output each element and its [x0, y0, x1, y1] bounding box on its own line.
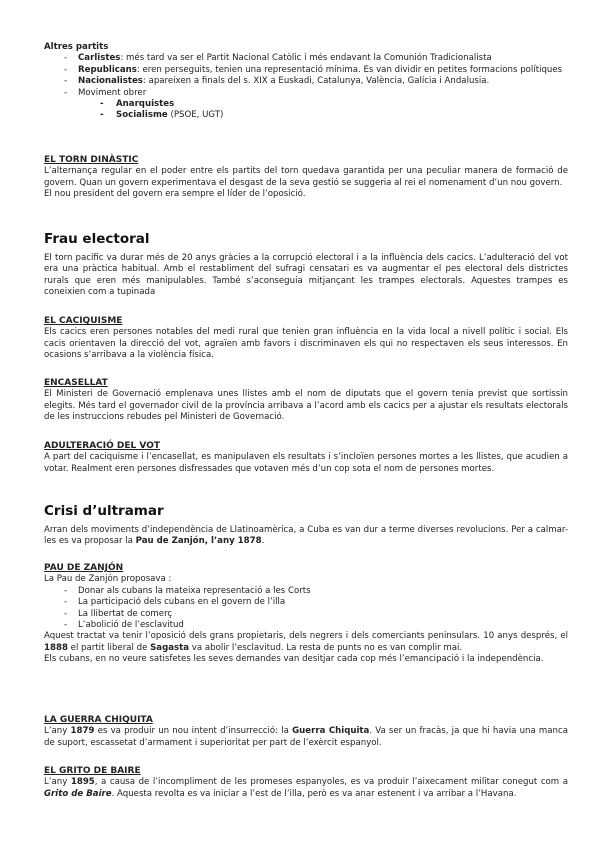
item-text: : més tard va ser el Partit Nacional Catòlic i més endavant la Comunión Tradicionalista	[120, 53, 492, 64]
zanjon-section	[44, 563, 568, 666]
list-item: - Donar als cubans la mateixa representació a les Corts	[44, 586, 568, 597]
altres-partits-title: Altres partits	[44, 42, 109, 52]
item-term: Nacionalistes	[78, 76, 143, 87]
torn-section	[44, 155, 568, 201]
adulteracio-section	[44, 441, 568, 475]
text-run-bold: 1879	[70, 726, 95, 737]
zanjon-list	[44, 586, 568, 632]
sub-list-item	[44, 110, 568, 121]
text-run: L’any	[44, 726, 71, 737]
list-item	[44, 76, 568, 87]
torn-paragraph: L’alternança regular en el poder entre els partits del torn quedava garantida per una peculiar manera de formació de govern. Quan un govern experimentava el desgast de la seva gestió se suggeria al rei el nomenament d’un nou govern.	[44, 166, 568, 188]
item-term: Republicans	[78, 64, 137, 75]
list-item	[44, 65, 568, 76]
zanjon-paragraph	[44, 631, 568, 654]
caciquisme-section	[44, 316, 568, 362]
grito-paragraph	[44, 777, 568, 800]
item-term: Anarquistes	[116, 99, 175, 110]
encasellat-paragraph: El Ministeri de Governació emplenava unes llistes amb el nom de diputats que el govern tenia previst que sortissin elegits. Més tard el governador civil de la província arribava a l’acord amb els cacics per a ajustar els resultats electorals de les instruccions rebudes pel Ministeri de Governació.	[44, 389, 568, 423]
item-term: Carlistes	[78, 53, 121, 64]
altres-partits-section	[44, 42, 568, 122]
grito-heading: EL GRITO DE BAIRE	[44, 766, 141, 776]
caciquisme-paragraph: Els cacics eren persones notables del medi rural que tenien gran influència en la vida local a nivell polític i social. Els cacis orientaven la direcció del vot, agraïen amb favors i discriminaven els qui no respectaven els seus interessos. En ocasions s’arribava a la violència física.	[44, 327, 568, 361]
text-run: L’any	[44, 777, 71, 788]
text-run-bold-italic: Grito de Baire	[44, 788, 112, 799]
text-run-bold: 1895	[70, 777, 95, 788]
zanjon-intro: La Pau de Zanjón proposava :	[44, 574, 172, 585]
list-item: - La participació dels cubans en el govern de l’illa	[44, 597, 568, 608]
item-text: : eren perseguits, tenien una representació mínima. Es van dividir en petites formacions polítiques	[136, 64, 563, 75]
encasellat-heading: ENCASELLAT	[44, 378, 108, 388]
text-run: Aquest tractat va tenir l’oposició dels grans propietaris, dels negrers i dels comerciants peninsulars. 10 anys després, el	[44, 631, 568, 642]
guerra-heading: LA GUERRA CHIQUITA	[44, 715, 153, 725]
text-run-bold: Pau de Zanjón, l’any 1878	[135, 536, 262, 547]
list-item: - La llibertat de comerç	[44, 609, 568, 620]
text-run-bold: Sagasta	[150, 642, 190, 653]
frau-title: Frau electoral	[44, 231, 150, 247]
text-run: . Aquesta revolta es va iniciar a l’est de l’illa, però es va anar estenent i va arribar a l’Havana.	[111, 788, 517, 799]
adulteracio-heading: ADULTERACIÓ DEL VOT	[44, 441, 160, 451]
list-item	[44, 88, 568, 99]
frau-paragraph: El torn pacífic va durar més de 20 anys gràcies a la corrupció electoral i a la influència dels cacics. L’adulteració del vot era una pràctica habitual. Amb el restabliment del sufragi censatari es va augmentar el pes electoral dels districtes rurals que eren més manipulables. També s’aconseguia mitjançant les trampes electorals. Aquestes trampes es coneixien com a tupinada	[44, 253, 568, 298]
grito-section	[44, 766, 568, 800]
zanjon-heading: PAU DE ZANJÓN	[44, 563, 124, 573]
torn-heading: EL TORN DINÀSTIC	[44, 155, 139, 165]
text-run: el partit liberal de	[67, 642, 151, 653]
caciquisme-heading: EL CACIQUISME	[44, 316, 123, 326]
guerra-paragraph	[44, 726, 568, 749]
text-run: va abolir l’esclavitud. La resta de punts no es van complir mai.	[189, 642, 463, 653]
frau-section	[44, 231, 568, 299]
item-term: Socialisme	[116, 110, 168, 121]
text-run-bold: Guerra Chiquita	[292, 726, 370, 737]
torn-paragraph-2: El nou president del govern era sempre el líder de l’oposició.	[44, 189, 306, 200]
text-run: . Va ser un fracàs, ja que hi havia una manca de suport, escassetat d’armament i superioritat per part de l’exèrcit espanyol.	[44, 726, 568, 748]
text-run: es va produir un nou intent d’insurrecció: la	[94, 726, 293, 737]
text-run-bold: 1888	[44, 642, 68, 653]
crisi-title: Crisi d’ultramar	[44, 503, 164, 519]
item-text: Moviment obrer	[78, 87, 147, 98]
list-item: - L’abolició de l’esclavitud	[44, 620, 568, 631]
adulteracio-paragraph: A part del caciquisme i l’encasellat, es manipulaven els resultats i s’incloïen persones mortes a les llistes, que acudien a votar. Realment eren persones disfressades que votaven més d’un cop sota el nom de persones mortes.	[44, 452, 568, 474]
item-text: (PSOE, UGT)	[167, 110, 224, 121]
sub-list-item	[44, 99, 568, 110]
zanjon-paragraph-2: Els cubans, en no veure satisfetes les seves demandes van desitjar cada cop més l’emancipació i la independència.	[44, 654, 544, 665]
item-text: : apareixen a finals del s. XIX a Euskadi, Catalunya, València, Galícia i Andalusia.	[142, 76, 490, 87]
altres-partits-list	[44, 53, 568, 121]
text-run: .	[261, 536, 265, 547]
list-item	[44, 53, 568, 64]
text-run: , a causa de l’incompliment de les promeses espanyoles, es va produir l’aixecament militar conegut com a	[94, 777, 568, 788]
crisi-paragraph	[44, 525, 568, 548]
text-run: Arran dels moviments d’independència de Llatinoamèrica, a Cuba es van dur a terme diverses revolucions. Per a calmar-les es va proposar la	[44, 525, 568, 547]
crisi-section	[44, 503, 568, 548]
encasellat-section	[44, 378, 568, 424]
guerra-section	[44, 715, 568, 749]
